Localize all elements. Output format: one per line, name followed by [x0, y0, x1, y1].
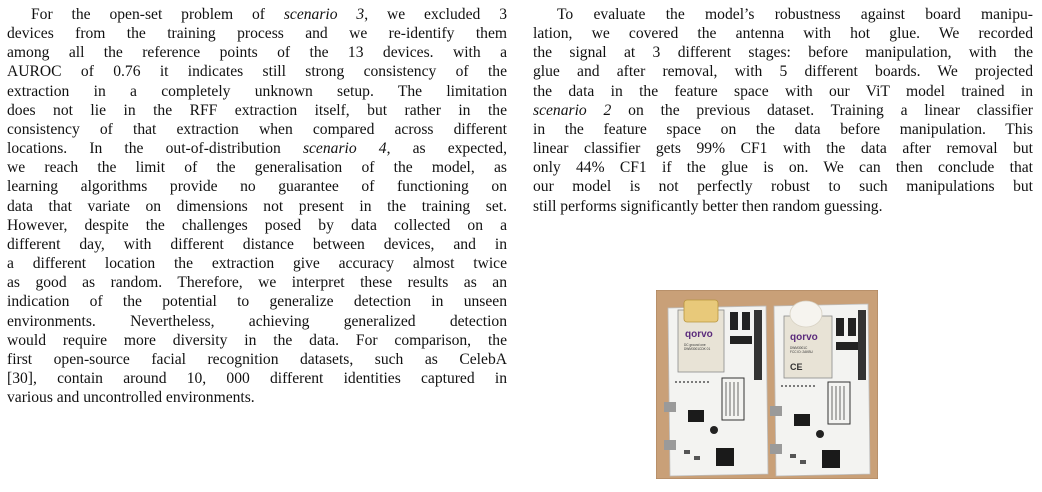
text-line: still performs significantly better then random guessing.	[533, 197, 883, 215]
left-antenna-glue	[684, 300, 718, 322]
left-brand-text: qorvo	[685, 329, 713, 340]
text-line: we reach the limit of the generalisation of the model, as	[7, 159, 507, 177]
text-line: [30], contain around 10, 000 different identities captured in	[7, 369, 507, 387]
text-line: data that variate on dimensions not present in the training set.	[7, 197, 507, 215]
text-line: a different location the extraction give accuracy almost twice	[7, 255, 507, 273]
figure-boards-photo	[656, 290, 878, 479]
right-text-column	[533, 5, 1033, 216]
right-antenna-glue	[790, 301, 822, 327]
text-line: learning algorithms provide no guarantee of functioning on	[7, 178, 507, 196]
svg-text:FCC ID: 2AKBU: FCC ID: 2AKBU	[790, 350, 813, 354]
text-line: as good as random. Therefore, we interpret these results as an	[7, 274, 507, 292]
text-line: various and uncontrolled environments.	[7, 389, 255, 407]
text-line: consistency of that extraction when compared across different	[7, 120, 507, 138]
text-line: AUROC of 0.76 it indicates still strong consistency of the	[7, 63, 507, 81]
text-line: However, despite the challenges posed by data collected on a	[7, 216, 507, 234]
boards-photo-svg	[656, 290, 878, 479]
text-line: among all the reference points of the 13 devices. with a	[7, 44, 507, 62]
text-line: For the open-set problem of scenario 3, we excluded 3	[31, 6, 507, 23]
svg-text:DC ground one: DC ground one	[684, 343, 706, 347]
text-line: devices from the training process and we re-identify them	[7, 25, 507, 43]
ce-mark: CE	[790, 362, 803, 372]
text-line: different day, with different distance between devices, and in	[7, 235, 507, 253]
text-line: does not lie in the RFF extraction itself, but rather in the	[7, 101, 507, 119]
text-line: scenario 2 on the previous dataset. Training a linear classifier	[533, 101, 1033, 119]
right-board	[770, 301, 870, 476]
text-line: in the feature space on the data before manipulation. This	[533, 120, 1033, 138]
text-line: would require more diversity in the data. For comparison, the	[7, 331, 507, 349]
svg-text:DWM3001C: DWM3001C	[790, 346, 808, 350]
text-line: only 44% CF1 if the glue is on. We can then conclude that	[533, 159, 1033, 177]
text-line: lation, we covered the antenna with hot glue. We recorded	[533, 25, 1033, 43]
svg-text:DWM3001CDK 01: DWM3001CDK 01	[684, 347, 711, 351]
text-line: the data in the feature space with our ViT model trained in	[533, 82, 1033, 100]
text-line: the signal at 3 different stages: before manipulation, with the	[533, 44, 1033, 62]
text-line: To evaluate the model’s robustness against board manipu-	[557, 6, 1033, 23]
text-line: indication of the potential to generalize detection in unseen	[7, 293, 507, 311]
text-line: environments. Nevertheless, achieving generalized detection	[7, 312, 507, 330]
text-line: our model is not perfectly robust to such manipulations but	[533, 178, 1033, 196]
text-line: linear classifier gets 99% CF1 with the data after removal but	[533, 140, 1033, 158]
text-line: extraction in a completely unknown setup. The limitation	[7, 82, 507, 100]
right-brand-text: qorvo	[790, 332, 818, 343]
text-line: glue and after removal, with 5 different boards. We projected	[533, 63, 1033, 81]
text-line: locations. In the out-of-distribution scenario 4, as expected,	[7, 140, 507, 158]
left-text-column	[7, 5, 507, 407]
left-board	[664, 300, 768, 476]
text-line: first open-source facial recognition datasets, such as CelebA	[7, 350, 507, 368]
